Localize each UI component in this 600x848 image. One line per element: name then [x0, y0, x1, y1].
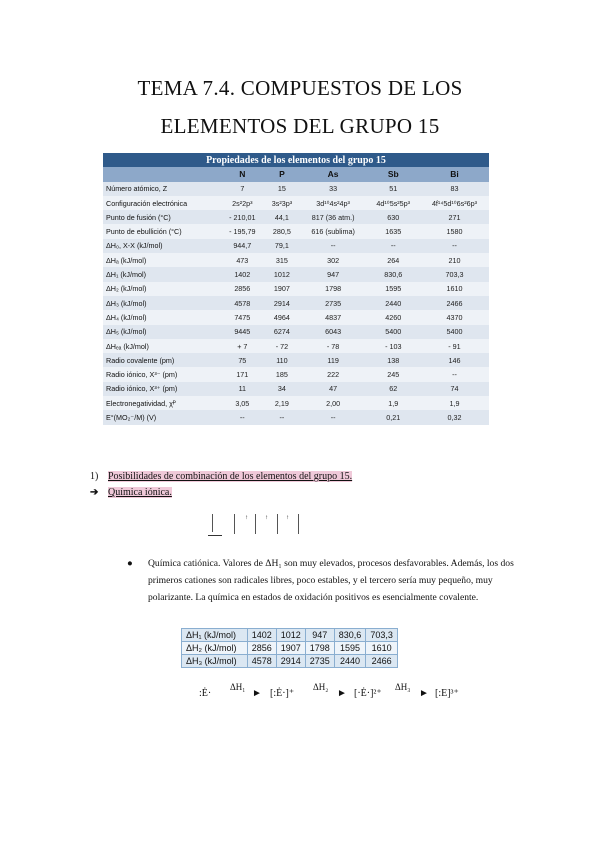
- row-label: Radio iónico, X³⁺ (pm): [103, 382, 220, 396]
- table-cell: 817 (36 atm.): [300, 210, 367, 224]
- table-cell: 74: [420, 382, 489, 396]
- table-cell: 5400: [367, 325, 420, 339]
- table-cell: 1595: [367, 282, 420, 296]
- bullet-paragraph: [127, 555, 527, 606]
- table-cell: 2735: [300, 296, 367, 310]
- table-cell: 171: [220, 367, 264, 381]
- table-cell: 1907: [264, 282, 300, 296]
- table-cell: 830,6: [367, 267, 420, 281]
- table-cell: 4370: [420, 310, 489, 324]
- table-row: [103, 353, 489, 367]
- scheme-species-1: :Ė·: [199, 688, 212, 699]
- table-cell: 944,7: [220, 239, 264, 253]
- row-label: ΔHₑₐ (kJ/mol): [103, 339, 220, 353]
- table-cell: 4964: [264, 310, 300, 324]
- properties-table: [103, 153, 489, 425]
- table-cell: 1595: [334, 642, 366, 655]
- table-cell: 1907: [276, 642, 305, 655]
- scheme-species-3: [·Ė·]²⁺: [354, 688, 382, 699]
- table-row: [103, 282, 489, 296]
- table-cell: --: [300, 239, 367, 253]
- page-title-line-2: ELEMENTOS DEL GRUPO 15: [160, 114, 440, 138]
- table-cell: 2,00: [300, 396, 367, 410]
- table-cell: 33: [300, 182, 367, 196]
- table-cell: - 91: [420, 339, 489, 353]
- table-cell: 2466: [420, 296, 489, 310]
- table-cell: - 78: [300, 339, 367, 353]
- row-label: ΔH₅ (kJ/mol): [103, 325, 220, 339]
- table-cell: 7: [220, 182, 264, 196]
- row-label: ΔH₁ (kJ/mol): [182, 629, 248, 642]
- table-cell: 473: [220, 253, 264, 267]
- table-cell: --: [367, 239, 420, 253]
- table-cell: 2,19: [264, 396, 300, 410]
- bullet-icon: ●: [127, 558, 133, 569]
- row-label: Punto de fusión (°C): [103, 210, 220, 224]
- table-cell: 185: [264, 367, 300, 381]
- table-row: [103, 367, 489, 381]
- table-row: [103, 296, 489, 310]
- scheme-arrow-2-label: ΔH₂: [313, 682, 329, 692]
- table-cell: 947: [305, 629, 334, 642]
- table-cell: 315: [264, 253, 300, 267]
- table-cell: 302: [300, 253, 367, 267]
- table-row: [103, 382, 489, 396]
- table-cell: 2914: [264, 296, 300, 310]
- table-cell: 0,21: [367, 410, 420, 424]
- table-cell: 271: [420, 210, 489, 224]
- table-cell: 75: [220, 353, 264, 367]
- table-cell: 1012: [264, 267, 300, 281]
- table-cell: 9445: [220, 325, 264, 339]
- item-2-text: Química iónica.: [108, 487, 172, 498]
- row-label: Configuración electrónica: [103, 196, 220, 210]
- scheme-arrow-3-label: ΔH₃: [395, 682, 411, 692]
- table-cell: 1012: [276, 629, 305, 642]
- table-cell: 83: [420, 182, 489, 196]
- table-cell: 4f¹⁴5d¹⁰6s²6p³: [420, 196, 489, 210]
- table-cell: 210: [420, 253, 489, 267]
- table-cell: 3,05: [220, 396, 264, 410]
- item-number: 1): [90, 471, 99, 482]
- table-cell: 830,6: [334, 629, 366, 642]
- table-cell: 11: [220, 382, 264, 396]
- arrow-icon: ►: [337, 688, 347, 699]
- table-cell: 703,3: [366, 629, 398, 642]
- table-cell: 245: [367, 367, 420, 381]
- table-cell: 1635: [367, 224, 420, 238]
- table-row: [103, 210, 489, 224]
- table-cell: - 210,01: [220, 210, 264, 224]
- ionization-scheme: [197, 682, 459, 712]
- table-cell: 62: [367, 382, 420, 396]
- table-cell: 1402: [247, 629, 276, 642]
- row-label: Número atómico, Z: [103, 182, 220, 196]
- table-cell: 4578: [247, 655, 276, 668]
- table-row: [103, 310, 489, 324]
- table-cell: --: [420, 367, 489, 381]
- orbital-diagram: ↑ ↑ ↑: [208, 514, 288, 536]
- table-row: [103, 224, 489, 238]
- table-cell: --: [300, 410, 367, 424]
- table-row: [182, 629, 398, 642]
- page-title-line-1: TEMA 7.4. COMPUESTOS DE LOS: [137, 76, 463, 100]
- table-cell: 703,3: [420, 267, 489, 281]
- table-cell: 4578: [220, 296, 264, 310]
- table-row: [103, 196, 489, 210]
- table-row: [103, 339, 489, 353]
- table-cell: 280,5: [264, 224, 300, 238]
- arrow-icon: ➔: [90, 487, 99, 498]
- arrow-icon: ►: [252, 688, 262, 699]
- column-header: Sb: [367, 167, 420, 181]
- table-cell: 146: [420, 353, 489, 367]
- column-header: P: [264, 167, 300, 181]
- table-cell: 6274: [264, 325, 300, 339]
- row-label: ΔH₁ (kJ/mol): [103, 267, 220, 281]
- ionization-table: [181, 628, 398, 668]
- table-cell: 1580: [420, 224, 489, 238]
- bullet-text: Química catiónica. Valores de ΔH₁ son muy elevados, procesos desfavorables. Además, los dos primeros cationes son radicales libres, poco estables, y el tercero sería muy pequeño, muy polarizante. La química en estados de oxidación positivos es esencialmente covalente.: [148, 558, 514, 603]
- table-row: [103, 396, 489, 410]
- table-cell: --: [220, 410, 264, 424]
- row-label: Punto de ebullición (°C): [103, 224, 220, 238]
- table-cell: 1,9: [420, 396, 489, 410]
- scheme-species-2: [:Ė·]⁺: [270, 688, 295, 699]
- table-cell: 0,32: [420, 410, 489, 424]
- list-item-1: [90, 471, 352, 482]
- table-cell: 138: [367, 353, 420, 367]
- table-row: [182, 642, 398, 655]
- table-cell: 4837: [300, 310, 367, 324]
- row-label: ΔH₃ (kJ/mol): [103, 296, 220, 310]
- table-cell: 2856: [247, 642, 276, 655]
- table-cell: 264: [367, 253, 420, 267]
- table-cell: 2440: [367, 296, 420, 310]
- table-cell: --: [264, 410, 300, 424]
- column-header: N: [220, 167, 264, 181]
- table-cell: 119: [300, 353, 367, 367]
- row-label: ΔH₄ (kJ/mol): [103, 310, 220, 324]
- row-label: Radio iónico, X³⁻ (pm): [103, 367, 220, 381]
- table-row: [103, 325, 489, 339]
- table-cell: 79,1: [264, 239, 300, 253]
- item-1-text: Posibilidades de combinación de los elementos del grupo 15.: [108, 471, 353, 482]
- row-label: ΔH₂ (kJ/mol): [103, 282, 220, 296]
- table-cell: 3s²3p³: [264, 196, 300, 210]
- table-cell: 1610: [366, 642, 398, 655]
- table-cell: 2466: [366, 655, 398, 668]
- table-cell: 947: [300, 267, 367, 281]
- table-cell: 6043: [300, 325, 367, 339]
- row-label: Radio covalente (pm): [103, 353, 220, 367]
- table-cell: 7475: [220, 310, 264, 324]
- column-header: As: [300, 167, 367, 181]
- row-label: ΔHₐ (kJ/mol): [103, 253, 220, 267]
- column-header: [103, 167, 220, 181]
- table-cell: 1798: [305, 642, 334, 655]
- table-cell: 47: [300, 382, 367, 396]
- table-cell: - 103: [367, 339, 420, 353]
- table-cell: 4260: [367, 310, 420, 324]
- row-label: E°(MO₂⁻/M) (V): [103, 410, 220, 424]
- table-cell: + 7: [220, 339, 264, 353]
- table-row: [103, 253, 489, 267]
- list-item-2: [90, 487, 172, 498]
- row-label: ΔH₃ (kJ/mol): [182, 655, 248, 668]
- scheme-species-4: [:E]³⁺: [435, 688, 459, 699]
- table-cell: 2856: [220, 282, 264, 296]
- table-cell: 1610: [420, 282, 489, 296]
- table-cell: 34: [264, 382, 300, 396]
- table-row: [103, 267, 489, 281]
- table-cell: 5400: [420, 325, 489, 339]
- table-cell: 3d¹⁰4s²4p³: [300, 196, 367, 210]
- table-row: [103, 239, 489, 253]
- table-cell: 2914: [276, 655, 305, 668]
- table-cell: 2s²2p³: [220, 196, 264, 210]
- arrow-icon: ►: [419, 688, 429, 699]
- row-label: ΔH₀, X-X (kJ/mol): [103, 239, 220, 253]
- row-label: ΔH₂ (kJ/mol): [182, 642, 248, 655]
- table-cell: - 195,79: [220, 224, 264, 238]
- table-cell: 51: [367, 182, 420, 196]
- table-cell: 2440: [334, 655, 366, 668]
- table-cell: --: [420, 239, 489, 253]
- table-row: [103, 182, 489, 196]
- table-cell: 630: [367, 210, 420, 224]
- table-cell: 2735: [305, 655, 334, 668]
- table-cell: 15: [264, 182, 300, 196]
- table-cell: 4d¹⁰5s²5p³: [367, 196, 420, 210]
- table-cell: 44,1: [264, 210, 300, 224]
- table-caption: Propiedades de los elementos del grupo 15: [103, 153, 489, 167]
- table-row: [182, 655, 398, 668]
- row-label: Electronegatividad, χᴾ: [103, 396, 220, 410]
- table-row: [103, 410, 489, 424]
- table-cell: - 72: [264, 339, 300, 353]
- column-header: Bi: [420, 167, 489, 181]
- table-cell: 110: [264, 353, 300, 367]
- table-cell: 222: [300, 367, 367, 381]
- table-cell: 1,9: [367, 396, 420, 410]
- table-cell: 1402: [220, 267, 264, 281]
- scheme-arrow-1-label: ΔH₁: [230, 682, 246, 692]
- table-cell: 1798: [300, 282, 367, 296]
- table-cell: 616 (sublima): [300, 224, 367, 238]
